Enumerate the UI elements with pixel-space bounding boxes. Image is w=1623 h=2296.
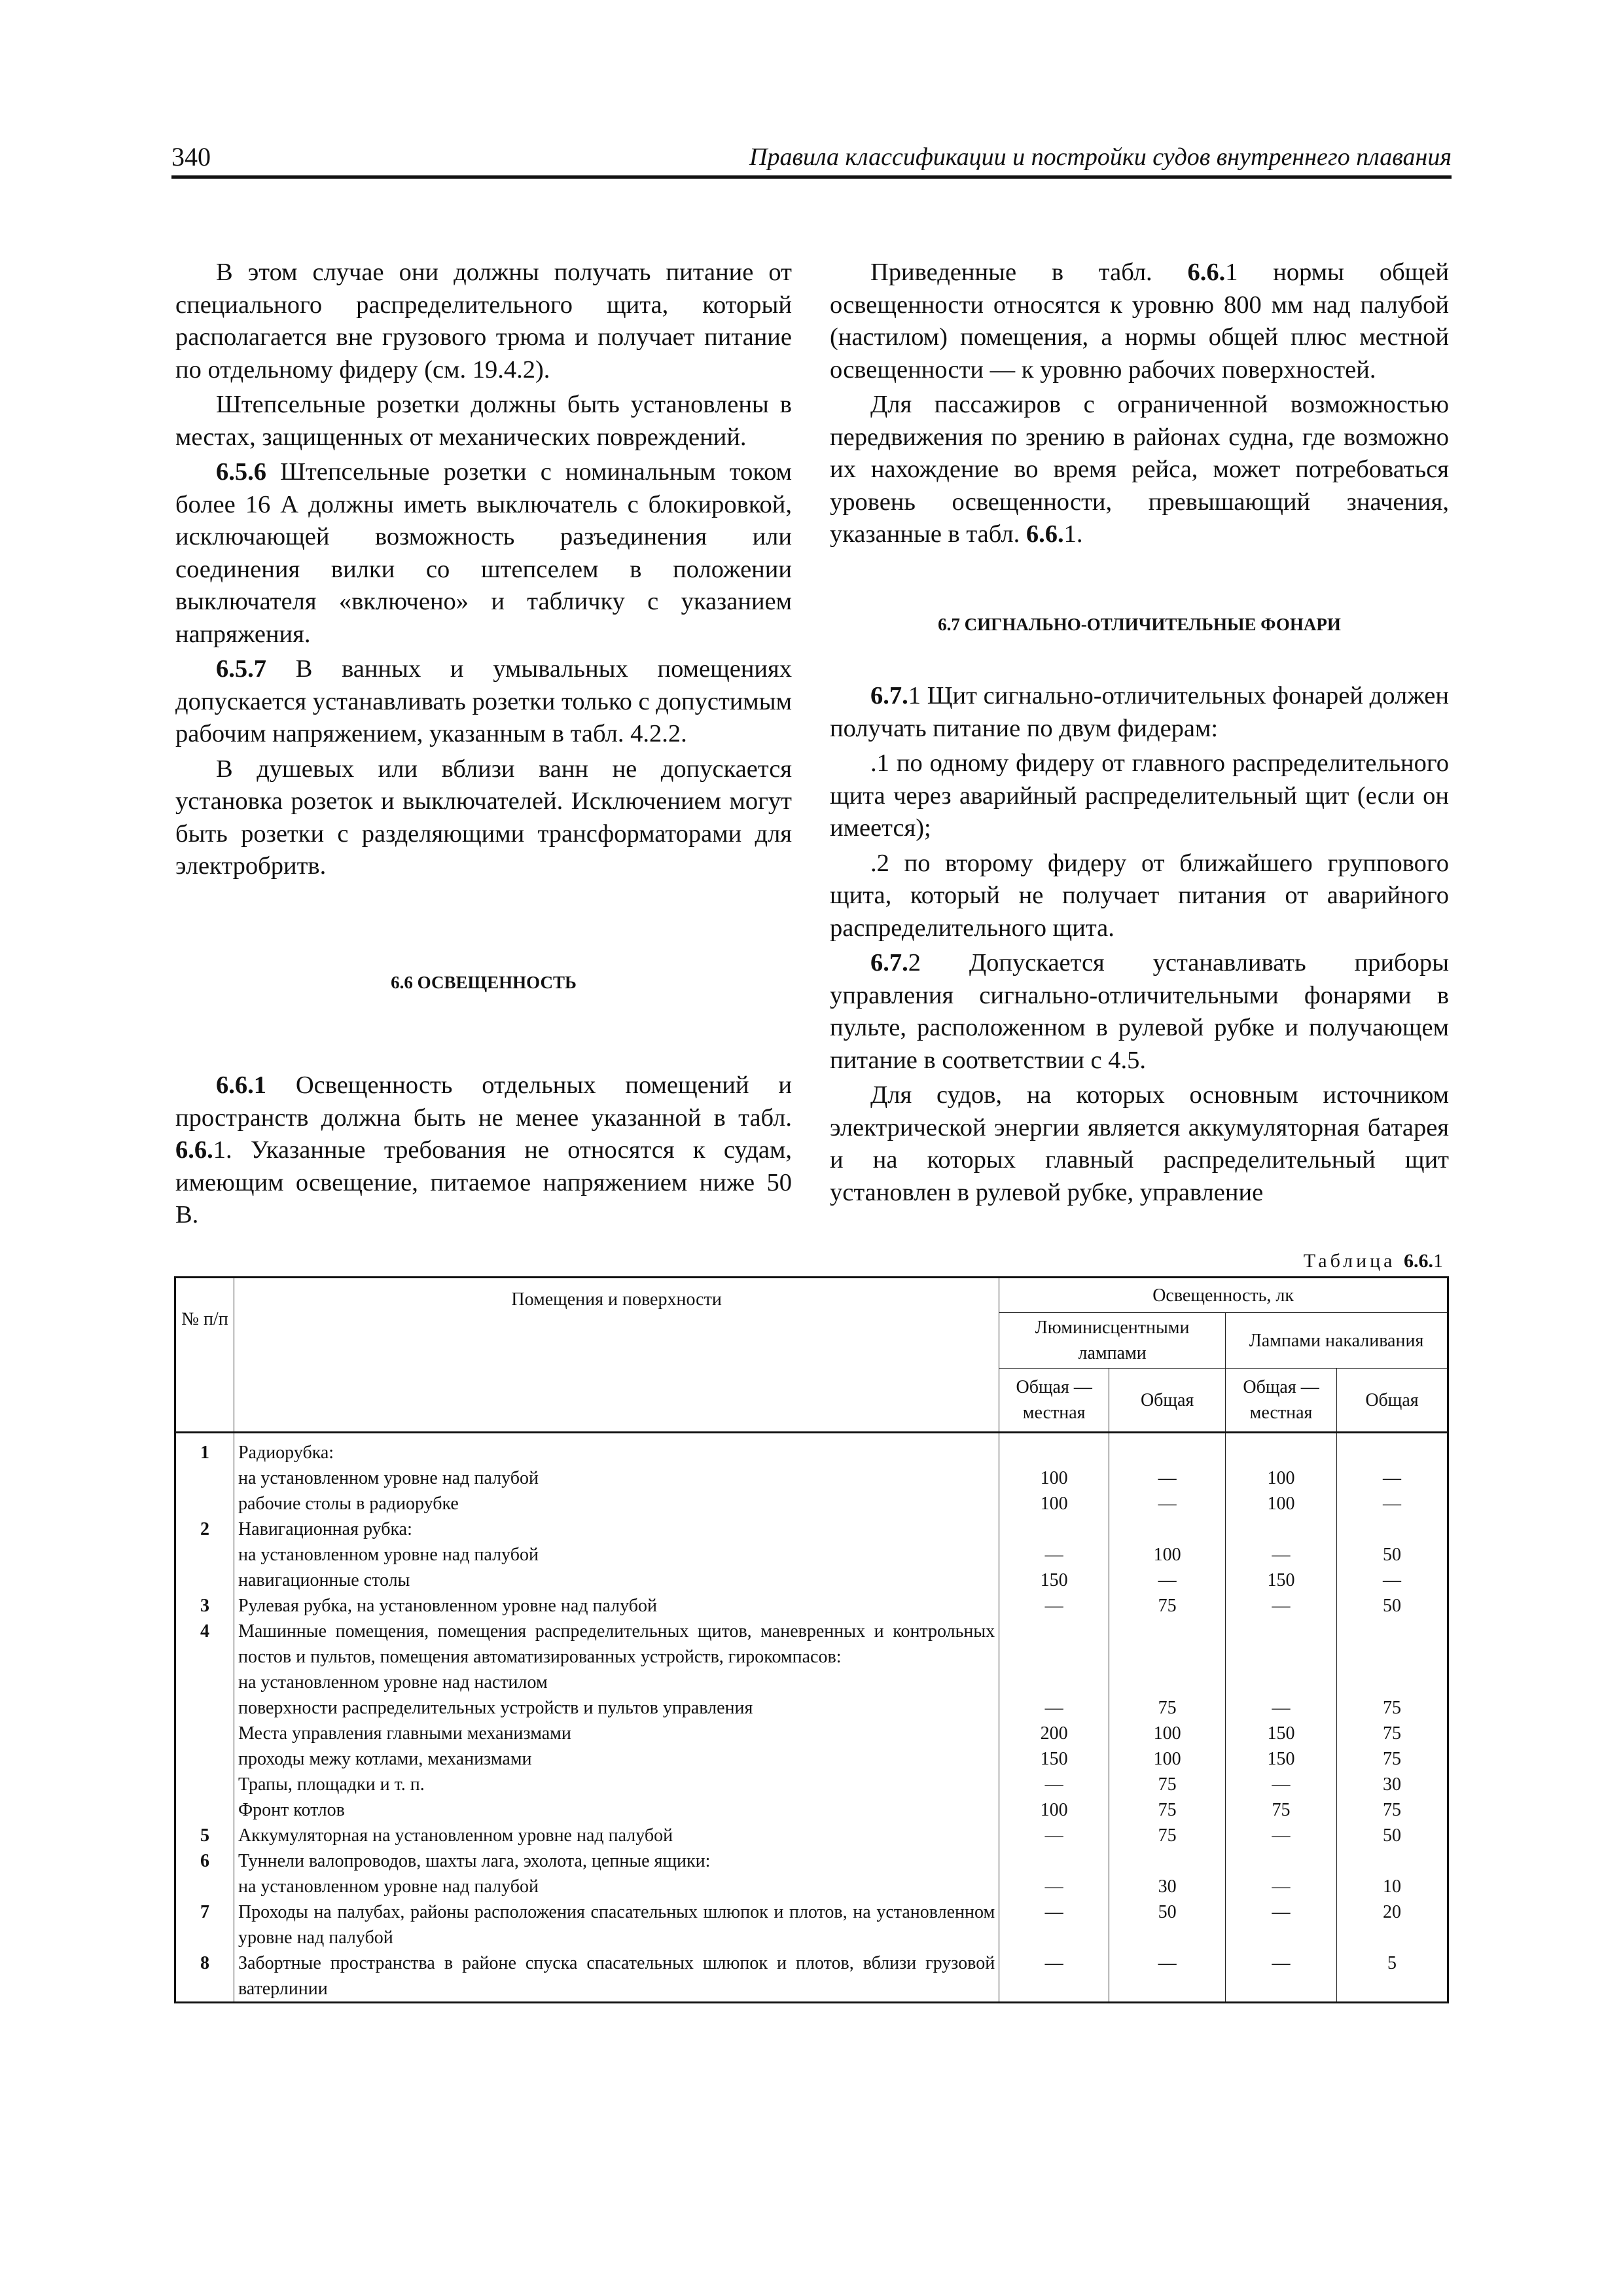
value-fluor-general: —: [1109, 1568, 1226, 1593]
value-inc-general-local: [1226, 1433, 1337, 1466]
row-name: Трапы, площадки и т. п.: [234, 1772, 999, 1797]
right-column: [830, 257, 1449, 1211]
value-inc-general-local: —: [1226, 1950, 1337, 2003]
value-fluor-general: 75: [1109, 1823, 1226, 1848]
value-inc-general-local: —: [1226, 1593, 1337, 1619]
value-fluor-general-local: 100: [999, 1797, 1109, 1823]
value-inc-general: [1337, 1670, 1448, 1695]
value-fluor-general-local: —: [999, 1772, 1109, 1797]
value-inc-general-local: —: [1226, 1695, 1337, 1721]
table-row: [175, 1465, 1448, 1491]
clause-number-suffix: 1: [908, 682, 921, 709]
value-inc-general: [1337, 1433, 1448, 1466]
value-fluor-general: —: [1109, 1950, 1226, 2003]
value-fluor-general: 100: [1109, 1746, 1226, 1772]
row-name: Проходы на палубах, районы расположения спасательных шлюпок и плотов, на установленном уровне над палубой: [234, 1899, 999, 1950]
table-row: [175, 1772, 1448, 1797]
table-row: [175, 1491, 1448, 1516]
row-name: Забортные пространства в районе спуска спасательных шлюпок и плотов, вблизи грузовой ватерлинии: [234, 1950, 999, 2003]
clause-number: 6.5.7: [216, 655, 266, 683]
value-fluor-general: [1109, 1516, 1226, 1542]
table-row: [175, 1721, 1448, 1746]
value-fluor-general-local: [999, 1848, 1109, 1874]
header-general: Общая: [1337, 1369, 1448, 1433]
row-number: 5: [175, 1823, 234, 1848]
value-fluor-general: —: [1109, 1465, 1226, 1491]
paragraph-text: нормы общей освещенности относятся к уровню 800 мм над палубой (настилом) помещения, а нормы общей плюс местной освещенности — к уровню рабочих поверхностей.: [830, 259, 1449, 384]
table-row: [175, 1899, 1448, 1950]
paragraph-text: Допускается устанавливать приборы управления сигнально-отличительными фонарями в пульте, расположенном в рулевой рубке и получающем питание в соответствии с 4.5.: [830, 949, 1449, 1074]
row-name: Радиорубка:: [234, 1433, 999, 1466]
row-name: Фронт котлов: [234, 1797, 999, 1823]
value-inc-general-local: —: [1226, 1899, 1337, 1950]
row-number: [175, 1465, 234, 1491]
table-row: [175, 1542, 1448, 1568]
value-inc-general-local: 75: [1226, 1797, 1337, 1823]
value-fluor-general: 75: [1109, 1797, 1226, 1823]
table-caption-number: 6.6.: [1404, 1250, 1433, 1272]
value-fluor-general-local: [999, 1433, 1109, 1466]
value-fluor-general: 50: [1109, 1899, 1226, 1950]
value-inc-general: [1337, 1619, 1448, 1670]
value-fluor-general-local: —: [999, 1695, 1109, 1721]
table-ref-suffix: 1: [213, 1136, 226, 1164]
row-number: [175, 1772, 234, 1797]
table-row: [175, 1848, 1448, 1874]
list-item: .2 по второму фидеру от ближайшего группового щита, который не получает питания от аварийного распределительного щита.: [830, 849, 1449, 942]
header-general-local: Общая — местная: [999, 1369, 1109, 1433]
row-name: проходы межу котлами, механизмами: [234, 1746, 999, 1772]
value-inc-general-local: [1226, 1619, 1337, 1670]
value-inc-general-local: —: [1226, 1772, 1337, 1797]
value-inc-general-local: 100: [1226, 1491, 1337, 1516]
value-fluor-general: [1109, 1619, 1226, 1670]
table-row: [175, 1746, 1448, 1772]
value-fluor-general-local: 150: [999, 1568, 1109, 1593]
value-inc-general: 50: [1337, 1593, 1448, 1619]
paragraph-text: Освещенность отдельных помещений и пространств должна быть не менее указанной в табл.: [175, 1071, 792, 1132]
row-name: на установленном уровне над палубой: [234, 1465, 999, 1491]
table-row: [175, 1516, 1448, 1542]
value-fluor-general-local: 150: [999, 1746, 1109, 1772]
row-number: 8: [175, 1950, 234, 2003]
section-title-6-7: 6.7 СИГНАЛЬНО-ОТЛИЧИТЕЛЬНЫЕ ФОНАРИ: [938, 614, 1341, 634]
paragraph-6-7-2: [830, 947, 1449, 1077]
table-ref: 6.6.: [1187, 259, 1226, 286]
row-number: [175, 1721, 234, 1746]
table-row: [175, 1797, 1448, 1823]
table-ref: 6.6.: [1026, 520, 1064, 548]
running-header-title: Правила классификации и постройки судов внутреннего плавания: [749, 143, 1452, 171]
value-fluor-general: [1109, 1848, 1226, 1874]
table-caption-number-suffix: 1: [1433, 1250, 1446, 1272]
paragraph-text: . Указанные требования не относятся к судам, имеющим освещение, питаемое напряжением ниже 50 В.: [175, 1136, 792, 1229]
row-number: 4: [175, 1619, 234, 1670]
value-inc-general: —: [1337, 1568, 1448, 1593]
left-column: [175, 257, 792, 1234]
row-number: 2: [175, 1516, 234, 1542]
paragraph-text: Штепсельные розетки с номинальным током более 16 А должны иметь выключатель с блокировкой, исключающей возможность разъединения или соединения вилки со штепселем в положении выключателя «включено» и табличку с указанием напряжения.: [175, 458, 792, 648]
paragraph-6-6-1: [175, 1069, 792, 1232]
header-general: Общая: [1109, 1369, 1226, 1433]
table-row: [175, 1874, 1448, 1899]
value-inc-general-local: 150: [1226, 1721, 1337, 1746]
value-inc-general: 75: [1337, 1721, 1448, 1746]
value-fluor-general-local: 100: [999, 1465, 1109, 1491]
paragraph: [830, 257, 1449, 386]
value-fluor-general-local: [999, 1619, 1109, 1670]
value-fluor-general-local: —: [999, 1899, 1109, 1950]
table-row: [175, 1950, 1448, 2003]
row-name: навигационные столы: [234, 1568, 999, 1593]
value-fluor-general-local: —: [999, 1593, 1109, 1619]
value-inc-general-local: —: [1226, 1823, 1337, 1848]
paragraph-6-5-6: [175, 456, 792, 651]
value-fluor-general-local: —: [999, 1874, 1109, 1899]
row-number: [175, 1695, 234, 1721]
value-inc-general: 50: [1337, 1542, 1448, 1568]
row-number: [175, 1670, 234, 1695]
value-inc-general: 20: [1337, 1899, 1448, 1950]
header-rule: [171, 175, 1452, 179]
table-row: [175, 1823, 1448, 1848]
value-inc-general: 50: [1337, 1823, 1448, 1848]
clause-number: 6.7.: [870, 949, 908, 977]
row-number: [175, 1746, 234, 1772]
row-number: [175, 1542, 234, 1568]
value-inc-general: 75: [1337, 1746, 1448, 1772]
paragraph: Для судов, на которых основным источником электрической энергии является аккумуляторная батарея и на которых главный распределительный щит установлен в рулевой рубке, управление: [830, 1081, 1449, 1206]
value-fluor-general-local: 200: [999, 1721, 1109, 1746]
clause-number: 6.7.: [870, 682, 908, 709]
value-inc-general: 75: [1337, 1797, 1448, 1823]
row-name: Туннели валопроводов, шахты лага, эхолота, цепные ящики:: [234, 1848, 999, 1874]
value-inc-general: —: [1337, 1465, 1448, 1491]
table-row: [175, 1568, 1448, 1593]
value-inc-general-local: [1226, 1848, 1337, 1874]
table-ref-suffix: 1: [1063, 520, 1077, 548]
value-inc-general: 10: [1337, 1874, 1448, 1899]
row-name: Аккумуляторная на установленном уровне над палубой: [234, 1823, 999, 1848]
row-name: на установленном уровне над палубой: [234, 1874, 999, 1899]
value-fluor-general-local: 100: [999, 1491, 1109, 1516]
header-fluorescent: Люминисцентными лампами: [999, 1313, 1226, 1369]
value-inc-general-local: 150: [1226, 1568, 1337, 1593]
table-row: [175, 1619, 1448, 1670]
value-fluor-general: 100: [1109, 1542, 1226, 1568]
paragraph-text: .: [1076, 520, 1083, 548]
paragraph-text: Приведенные в табл.: [870, 259, 1188, 286]
row-number: 6: [175, 1848, 234, 1874]
paragraph-6-7-1: [830, 680, 1449, 745]
value-inc-general: 75: [1337, 1695, 1448, 1721]
paragraph: В этом случае они должны получать питание от специального распределительного щита, который располагается вне грузового трюма и получает питание по отдельному фидеру (см. 19.4.2).: [175, 259, 792, 384]
paragraph-6-5-7: [175, 653, 792, 751]
row-name: на установленном уровне над палубой: [234, 1542, 999, 1568]
page-number: 340: [171, 142, 211, 171]
row-number: 7: [175, 1899, 234, 1950]
paragraph: Штепсельные розетки должны быть установлены в местах, защищенных от механических повреждений.: [175, 391, 792, 451]
value-inc-general-local: —: [1226, 1542, 1337, 1568]
value-inc-general-local: 150: [1226, 1746, 1337, 1772]
value-inc-general: —: [1337, 1491, 1448, 1516]
value-inc-general: [1337, 1516, 1448, 1542]
paragraph: [830, 389, 1449, 551]
row-number: 3: [175, 1593, 234, 1619]
header-general-local: Общая — местная: [1226, 1369, 1337, 1433]
row-name: Машинные помещения, помещения распределительных щитов, маневренных и контрольных постов и пультов, помещения автоматизированных устройств, гирокомпасов:: [234, 1619, 999, 1670]
value-fluor-general-local: —: [999, 1542, 1109, 1568]
paragraph-text: Щит сигнально-отличительных фонарей должен получать питание по двум фидерам:: [830, 682, 1449, 742]
row-name: Навигационная рубка:: [234, 1516, 999, 1542]
value-inc-general: 5: [1337, 1950, 1448, 2003]
value-inc-general-local: 100: [1226, 1465, 1337, 1491]
value-inc-general-local: [1226, 1516, 1337, 1542]
value-fluor-general-local: [999, 1516, 1109, 1542]
value-fluor-general: —: [1109, 1491, 1226, 1516]
row-number: 1: [175, 1433, 234, 1466]
clause-number: 6.6.1: [216, 1071, 266, 1099]
value-fluor-general: 75: [1109, 1695, 1226, 1721]
row-name: на установленном уровне над настилом: [234, 1670, 999, 1695]
value-fluor-general: 75: [1109, 1772, 1226, 1797]
table-ref-suffix: 1: [1225, 259, 1238, 286]
value-inc-general-local: [1226, 1670, 1337, 1695]
table-ref: 6.6.: [175, 1136, 213, 1164]
row-name: Рулевая рубка, на установленном уровне над палубой: [234, 1593, 999, 1619]
row-name: Места управления главными механизмами: [234, 1721, 999, 1746]
section-title-6-6: 6.6 ОСВЕЩЕННОСТЬ: [391, 972, 577, 992]
list-item: .1 по одному фидеру от главного распределительного щита через аварийный распределительный щит (если он имеется);: [830, 749, 1449, 842]
paragraph-text: Для пассажиров с ограниченной возможностью передвижения по зрению в районах судна, где возможно их нахождение во время рейса, может потребоваться уровень освещенности, превышающий значения, указанные в табл.: [830, 391, 1449, 548]
value-inc-general: [1337, 1848, 1448, 1874]
header-number: № п/п: [175, 1278, 234, 1433]
clause-number-suffix: 2: [908, 949, 921, 977]
table-row: [175, 1695, 1448, 1721]
paragraph-text: В ванных и умывальных помещениях допускается устанавливать розетки только с допустимым рабочим напряжением, указанным в табл. 4.2.2.: [175, 655, 792, 747]
value-inc-general: 30: [1337, 1772, 1448, 1797]
value-fluor-general-local: —: [999, 1823, 1109, 1848]
table-row: [175, 1433, 1448, 1466]
row-number: [175, 1874, 234, 1899]
header-rooms: Помещения и поверхности: [234, 1278, 999, 1433]
value-fluor-general: 75: [1109, 1593, 1226, 1619]
header-illumination: Освещенность, лк: [999, 1278, 1448, 1313]
value-fluor-general: 30: [1109, 1874, 1226, 1899]
row-number: [175, 1797, 234, 1823]
illumination-table: [174, 1276, 1449, 2003]
row-number: [175, 1491, 234, 1516]
table-row: [175, 1593, 1448, 1619]
value-fluor-general: [1109, 1670, 1226, 1695]
table-caption: [1304, 1250, 1446, 1272]
table-body: [175, 1433, 1448, 2003]
value-fluor-general: 100: [1109, 1721, 1226, 1746]
value-inc-general-local: —: [1226, 1874, 1337, 1899]
row-number: [175, 1568, 234, 1593]
value-fluor-general-local: —: [999, 1950, 1109, 2003]
row-name: рабочие столы в радиорубке: [234, 1491, 999, 1516]
table-caption-word: Таблица: [1303, 1250, 1404, 1272]
clause-number: 6.5.6: [216, 458, 266, 486]
header-incandescent: Лампами накаливания: [1226, 1313, 1448, 1369]
table-row: [175, 1670, 1448, 1695]
value-fluor-general-local: [999, 1670, 1109, 1695]
paragraph: В душевых или вблизи ванн не допускается установка розеток и выключателей. Исключением могут быть розетки с разделяющими трансформаторами для электробритв.: [175, 755, 792, 880]
value-fluor-general: [1109, 1433, 1226, 1466]
row-name: поверхности распределительных устройств и пультов управления: [234, 1695, 999, 1721]
